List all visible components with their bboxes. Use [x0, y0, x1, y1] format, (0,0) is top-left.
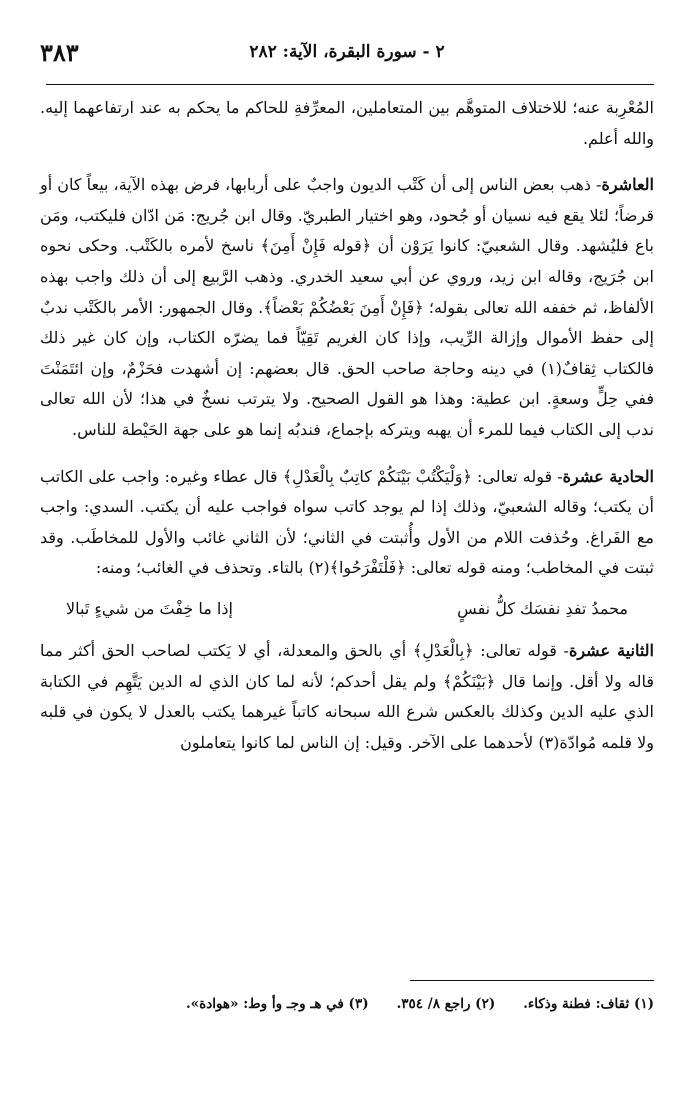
section-heading: الثانية عشرة	[568, 640, 654, 660]
verse-first-hemistich: محمدُ تفدِ نفسَك كلُّ نفسٍ	[457, 598, 628, 618]
footnotes	[40, 996, 654, 1012]
footnote-2: (٢) راجع ٨/ ٣٥٤.	[396, 996, 496, 1012]
paragraph-text: - قوله تعالى: ﴿وَلْيَكْتُبْ بَيْنَكُمْ كاتِبٌ بِالْعَدْلِ﴾ قال عطاء وغيره: واجب على الكاتب أن يكتب؛ وقاله الشعبيّ، وذلك إذا لم يوجد كاتب سواه فواجب عليه أن يكتب. السدي: واجب مع الفَراغ. وحُذفت اللام من الأول وأُثبتت في الثاني؛ لأن الثاني غائب والأول للمخاطَب. وقد ثبتت في المخاطب؛ ومنه قوله تعالى: ﴿فَلْتَفْرَحُوا﴾(٢) بالتاء. وتحذف في الغائب؛ ومنه:	[40, 466, 654, 578]
poetry-verse	[66, 594, 628, 624]
paragraph-eleventh	[40, 462, 654, 584]
footnote-rule	[410, 980, 654, 981]
footnote-1: (١) ثقاف: فطنة وذكاء.	[523, 996, 654, 1012]
footnote-3: (٣) في هـ وجـ وأ وط: «هوادة».	[185, 996, 369, 1012]
paragraph-text: - ذهب بعض الناس إلى أن كَتْب الديون واجبٌ على أربابها، فرض بهذه الآية، بيعاً كان أو قرضاً؛ لئلا يقع فيه نسيان أو جُحود، وهو اختيار الطبريّ. وقال ابن جُريج: مَن ادّان فليكتب، ومَن باع فليُشهد. وقال الشعبيّ: كانوا يَرَوْن أن ﴿قوله فَإِنْ أَمِنَ﴾ ناسخ لأمره بالكَتْب. وحكى نحوه ابن جُرَيج، وقاله ابن زيد، وروي عن أبي سعيد الخدري. وذهب الرَّبيع إلى أن ذلك واجب بهذه الألفاظ، ثم خففه الله تعالى بقوله؛ ﴿فَإِنْ أَمِنَ بَعْضُكُمْ بَعْضاً﴾. وقال الجمهور: الأمر بالكَتْب ندبٌ إلى حفظ الأموال وإزالة الرِّيب، وإذا كان الغريم تَقِيّاً فما يضرّه الكتاب، وإن كان غير ذلك فالكتاب ثِقافٌ(١) في دينه وحاجة صاحب الحق. قال بعضهم: إن أشهدت فحَزْمٌ، وإن ائتَمَنْتَ ففي حِلٍّ وسعةٍ. ابن عطية: وهذا هو القول الصحيح. ولا يترتب نسخٌ في هذا؛ لأن الله تعالى ندب إلى الكتاب فيما للمرء أن يهبه ويتركه بإجماع، فندبُه إنما هو على جهة الحَيْطة للناس.	[40, 175, 655, 439]
section-heading: العاشرة	[601, 175, 654, 195]
main-text	[40, 93, 654, 758]
paragraph-twelfth	[40, 636, 654, 758]
running-title: ٢ - سورة البقرة، الآية: ٢٨٢	[249, 42, 445, 62]
paragraph-text: المُعْرِبة عنه؛ للاختلاف المتوهَّم بين المتعاملين، المعرِّفةِ للحاكم ما يحكم به عند ارتفاعهما إليه. والله أعلم.	[40, 98, 654, 148]
page-header	[40, 38, 654, 72]
paragraph-intro	[40, 93, 654, 154]
verse-second-hemistich: إذا ما خِفْتَ من شيءٍ تَبالا	[66, 598, 233, 618]
page-number: ٣٨٣	[40, 38, 79, 67]
paragraph-tenth	[40, 170, 654, 445]
header-rule	[46, 84, 654, 85]
section-heading: الحادية عشرة	[562, 466, 655, 486]
paragraph-text: - قوله تعالى: ﴿بِالْعَدْلِ﴾ أي بالحق والمعدلة، أي لا يَكتب لصاحب الحق أكثر مما قاله ولا أقل. وإنما قال ﴿بَيْنَكُمْ﴾ ولم يقل أحدكم؛ لأنه لما كان الذي له الدين يَتَّهِم في الكتابة الذي عليه الدين وكذلك بالعكس شرع الله سبحانه كاتباً غيرهما يكتب بالعدل لا يكون في قلبه ولا قلمه مُوادّة(٣) لأحدهما على الآخر. وقيل: إن الناس لما كانوا يتعاملون	[40, 640, 654, 752]
